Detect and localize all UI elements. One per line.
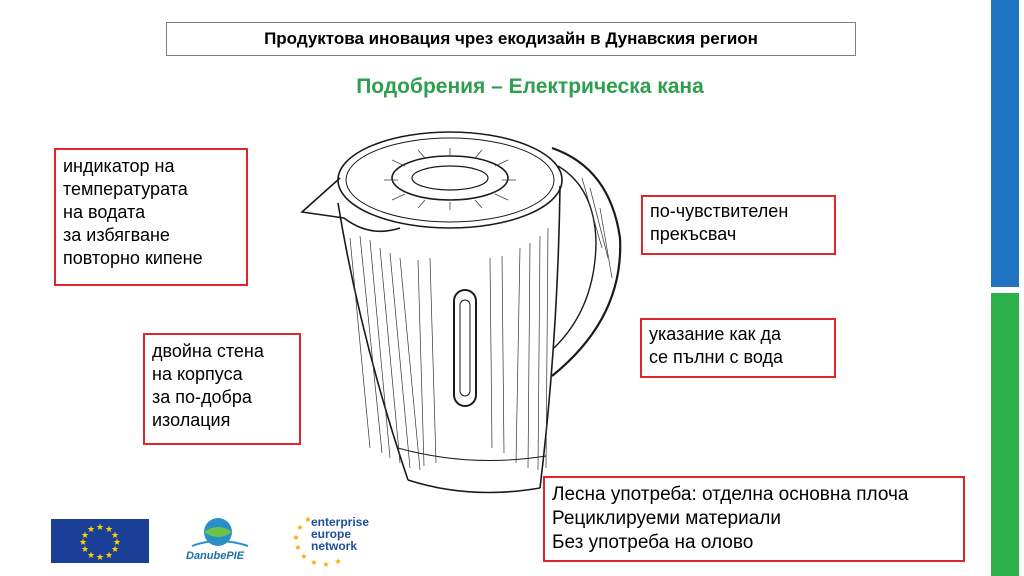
callout-line: изолация bbox=[152, 410, 231, 430]
callout-summary bbox=[543, 476, 965, 562]
side-bar-blue bbox=[991, 0, 1019, 287]
svg-text:★: ★ bbox=[292, 533, 300, 542]
een-word: europe bbox=[311, 527, 352, 541]
callout-line: Без употреба на олово bbox=[552, 532, 754, 553]
callout-line: по-чувствителен bbox=[650, 201, 789, 221]
danubepie-logo-text: DanubePIE bbox=[186, 550, 245, 562]
callout-double-wall bbox=[143, 333, 301, 445]
een-logo-text bbox=[311, 516, 369, 552]
callout-line: Лесна употреба: отделна основна плоча bbox=[552, 484, 909, 505]
callout-line: двойна стена bbox=[152, 341, 264, 361]
svg-text:★: ★ bbox=[112, 538, 122, 548]
callout-line: прекъсвач bbox=[650, 224, 737, 244]
callout-temperature-indicator bbox=[54, 148, 248, 286]
svg-text:★: ★ bbox=[95, 553, 105, 563]
callout-line: индикатор на bbox=[63, 156, 175, 176]
callout-switch bbox=[641, 195, 836, 255]
svg-text:★: ★ bbox=[104, 551, 114, 561]
svg-text:★: ★ bbox=[80, 531, 90, 541]
side-bar-green bbox=[991, 293, 1019, 576]
callout-line: указание как да bbox=[649, 324, 782, 344]
eu-flag-logo bbox=[51, 519, 149, 563]
svg-text:★: ★ bbox=[310, 558, 318, 567]
header-title-box bbox=[166, 22, 856, 56]
kettle-sketch bbox=[290, 108, 630, 498]
svg-text:★: ★ bbox=[80, 545, 90, 555]
svg-text:★: ★ bbox=[304, 515, 312, 524]
callout-line: се пълни с вода bbox=[649, 347, 783, 367]
svg-text:★: ★ bbox=[294, 543, 302, 552]
svg-text:★: ★ bbox=[78, 538, 88, 548]
callout-fill-indication bbox=[640, 318, 836, 378]
callout-line: повторно кипене bbox=[63, 248, 203, 268]
svg-text:★: ★ bbox=[95, 523, 105, 533]
svg-text:★: ★ bbox=[104, 525, 114, 535]
callout-line: за избягване bbox=[63, 225, 170, 245]
callout-line: Рециклируеми материали bbox=[552, 508, 782, 529]
header-title: Продуктова иновация чрез екодизайн в Дунавския регион bbox=[264, 29, 758, 48]
callout-line: за по-добра bbox=[152, 387, 252, 407]
callout-line: на корпуса bbox=[152, 364, 243, 384]
svg-text:★: ★ bbox=[296, 523, 304, 532]
svg-text:★: ★ bbox=[334, 557, 342, 566]
slide-subtitle: Подобрения – Електрическа кана bbox=[356, 75, 704, 98]
een-word: network bbox=[311, 539, 358, 553]
callout-line: температурата bbox=[63, 179, 188, 199]
een-word: enterprise bbox=[311, 515, 370, 529]
svg-text:★: ★ bbox=[86, 551, 96, 561]
svg-text:★: ★ bbox=[322, 560, 330, 569]
svg-text:★: ★ bbox=[110, 531, 120, 541]
svg-text:★: ★ bbox=[86, 525, 96, 535]
svg-text:★: ★ bbox=[110, 545, 120, 555]
callout-line: на водата bbox=[63, 202, 146, 222]
svg-text:★: ★ bbox=[300, 552, 308, 561]
